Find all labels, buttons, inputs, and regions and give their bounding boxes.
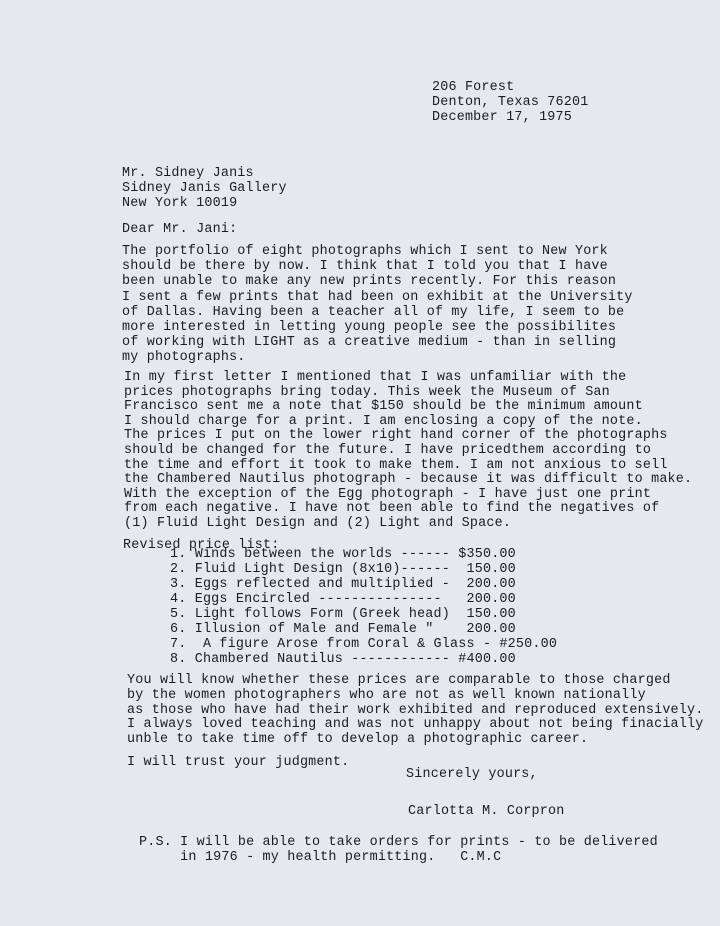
body-paragraph-line: prices photographs bring today. This week the Museum of San [124, 384, 610, 400]
body-paragraph-line: You will know whether these prices are comparable to those charged [127, 673, 671, 688]
body-paragraph-line: With the exception of the Egg photograph - I have just one print [124, 486, 652, 502]
body-paragraph-line: the time and effort it took to make them. I am not anxious to sell [124, 457, 668, 473]
price-list-item: 6. Illusion of Male and Female " 200.00 [170, 622, 516, 637]
body-paragraph-line: as those who have had their work exhibited and reproduced extensively. [127, 702, 704, 718]
price-list-item: 5. Light follows Form (Greek head) 150.00 [170, 607, 516, 622]
price-list-item: 8. Chambered Nautilus ------------ #400.00 [170, 652, 516, 667]
sender-address-line: 206 Forest [432, 80, 515, 95]
body-paragraph-line: by the women photographers who are not as well known nationally [127, 687, 646, 703]
sender-address-line: Denton, Texas 76201 [432, 95, 589, 110]
body-paragraph-line: (1) Fluid Light Design and (2) Light and Space. [124, 516, 512, 531]
recipient-line: Sidney Janis Gallery [122, 181, 287, 196]
body-paragraph-line: The portfolio of eight photographs which I sent to New York [122, 244, 608, 259]
body-paragraph-line: I sent a few prints that had been on exhibit at the University [122, 289, 633, 305]
price-list-item: 1. Winds between the worlds ------ $350.00 [170, 547, 516, 562]
price-list-heading: Revised price list: [123, 538, 280, 553]
letter-date: December 17, 1975 [432, 110, 573, 125]
postscript-line: P.S. I will be able to take orders for prints - to be delivered [139, 835, 658, 850]
body-paragraph-line: of Dallas. Having been a teacher all of my life, I seem to be [122, 304, 625, 320]
salutation: Dear Mr. Jani: [122, 222, 238, 237]
body-paragraph-line: the Chambered Nautilus photograph - because it was difficult to make. [124, 472, 693, 488]
body-paragraph-line: Francisco sent me a note that $150 should be the minimum amount [124, 399, 643, 415]
closing-line: I will trust your judgment. [127, 755, 350, 770]
body-paragraph-line: In my first letter I mentioned that I was unfamiliar with the [124, 370, 627, 385]
body-paragraph-line: should be there by now. I think that I told you that I have [122, 259, 608, 275]
valediction: Sincerely yours, [406, 767, 538, 782]
faint-watermark-stamp [586, 548, 676, 582]
body-paragraph-line: my photographs. [122, 350, 246, 366]
body-paragraph-line: I should charge for a print. I am enclosing a copy of the note. [124, 413, 643, 429]
price-list-item: 4. Eggs Encircled --------------- 200.00 [170, 592, 516, 607]
body-paragraph-line: more interested in letting young people see the possibilites [122, 320, 617, 335]
price-list-item: 2. Fluid Light Design (8x10)------ 150.00 [170, 562, 516, 577]
postscript-line: in 1976 - my health permitting. C.M.C [139, 850, 502, 865]
signature-name: Carlotta M. Corpron [408, 804, 565, 819]
body-paragraph-line: should be changed for the future. I have pricedthem according to [124, 443, 652, 458]
price-list-item: 3. Eggs reflected and multiplied - 200.00 [170, 577, 516, 592]
body-paragraph-line: unble to take time off to develop a photographic career. [127, 732, 589, 748]
body-paragraph-line: from each negative. I have not been able to find the negatives of [124, 501, 660, 517]
body-paragraph-line: been unable to make any new prints recently. For this reason [122, 274, 617, 290]
price-list-item: 7. A figure Arose from Coral & Glass - #250.00 [170, 637, 558, 652]
body-paragraph-line: I always loved teaching and was not unhappy about not being finacially [127, 717, 704, 733]
body-paragraph-line: of working with LIGHT as a creative medium - than in selling [122, 335, 617, 351]
body-paragraph-line: The prices I put on the lower right hand corner of the photographs [124, 428, 668, 444]
recipient-line: Mr. Sidney Janis [122, 166, 254, 181]
recipient-line: New York 10019 [122, 196, 238, 211]
